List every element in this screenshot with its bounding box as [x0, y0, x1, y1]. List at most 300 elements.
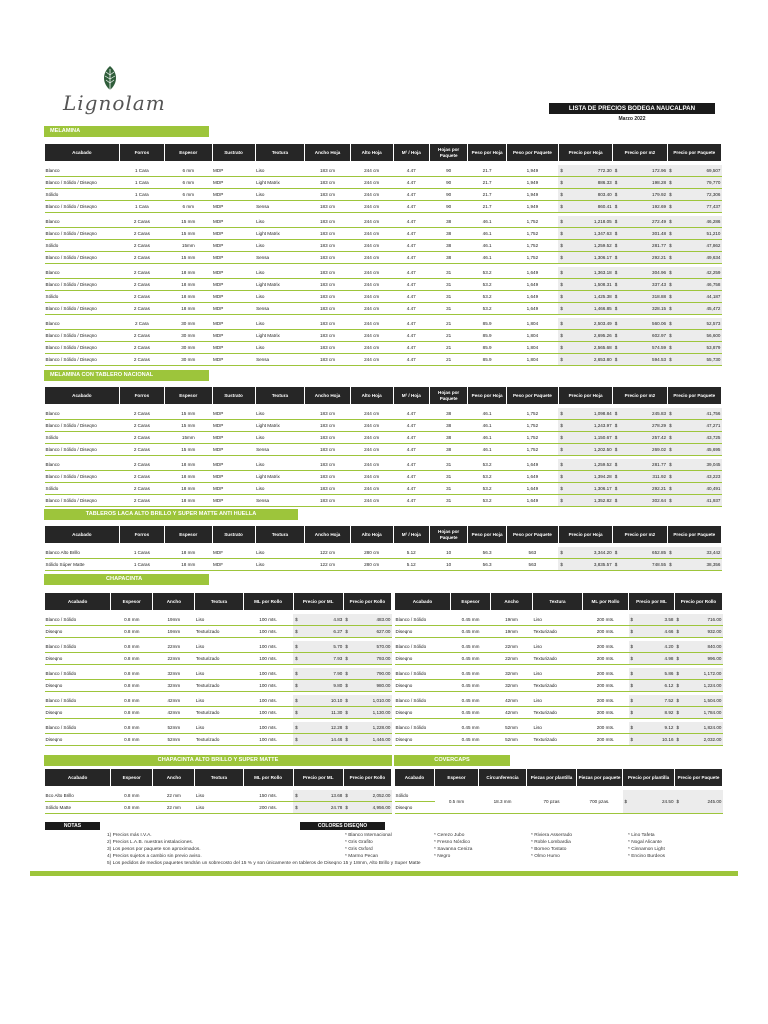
currency-sign: $ [630, 737, 634, 742]
currency-sign: $ [669, 204, 672, 209]
table-cell: 2 Caras [119, 330, 164, 342]
table-cell: 18 mm [165, 303, 213, 315]
table-cell [293, 695, 343, 707]
price-value: 1,394.28 [593, 474, 612, 479]
table-cell [343, 734, 391, 746]
table-cell: Texturizado [195, 680, 243, 692]
currency-sign: $ [676, 710, 680, 715]
table-cell [343, 802, 391, 814]
table-cell [667, 240, 721, 252]
table-cell: Blanco [45, 318, 120, 330]
table-row [45, 444, 722, 456]
table-cell: Diseqno [45, 626, 111, 638]
column-header: ML por Rollo [243, 769, 293, 787]
table-cell: 1,949 [506, 189, 558, 201]
currency-sign: $ [295, 698, 298, 703]
price-value: 278.29 [652, 423, 667, 428]
price-value: 2,653.80 [593, 357, 612, 362]
price-value: 1,228.00 [372, 725, 391, 730]
table-row [45, 680, 392, 692]
table-cell [629, 653, 675, 665]
table-cell: MDP [212, 228, 255, 240]
table-cell: 46.1 [468, 216, 506, 228]
table-row [45, 722, 392, 734]
column-header: Piezas por paquete [577, 769, 623, 787]
table-cell: 0.8 mm [111, 626, 153, 638]
table-cell [667, 483, 721, 495]
table-cell [613, 483, 667, 495]
table-cell [293, 626, 343, 638]
table-cell: Liso [533, 668, 583, 680]
column-header: Espesor [165, 387, 213, 405]
currency-sign: $ [560, 180, 563, 185]
table-cell: Blanco / Sólido / Diseqno [45, 252, 120, 264]
table-cell: 2 Caras [119, 342, 164, 354]
table-row [45, 653, 392, 665]
price-value: 1,466.85 [593, 306, 612, 311]
table-cell [293, 614, 343, 626]
table-cell: 0.45 mm [451, 734, 491, 746]
table-cell [558, 471, 612, 483]
table-cell: 42mm [491, 695, 533, 707]
table-cell: 244 cm [350, 420, 393, 432]
table-cell [667, 303, 721, 315]
table-cell [293, 653, 343, 665]
table-cell: 0.8 mm [111, 790, 153, 802]
table-cell: 22 mm [153, 802, 195, 814]
table-row [45, 291, 722, 303]
table-cell [667, 201, 721, 213]
table-cell: MDP [212, 240, 255, 252]
table-cell: Blanco / Sólido [45, 641, 111, 653]
table-cell: 244 cm [350, 252, 393, 264]
table-cell: 53.2 [468, 279, 506, 291]
table-cell: 4.47 [393, 291, 429, 303]
table-cell: 38 [429, 444, 467, 456]
table-cell: Blanco / Sólido [45, 668, 111, 680]
table-cell: 52mm [491, 734, 533, 746]
table-cell: 18 mm [165, 495, 213, 507]
column-header: Textura [533, 593, 583, 611]
table-cell [343, 641, 391, 653]
price-value: 13.68 [330, 793, 343, 798]
currency-sign: $ [630, 698, 634, 703]
column-header: Espesor [111, 769, 153, 787]
currency-sign: $ [669, 192, 672, 197]
melamina-table [44, 143, 722, 366]
table-cell [613, 165, 667, 177]
price-value: 328.15 [652, 306, 667, 311]
currency-sign: $ [295, 793, 298, 798]
price-value: 4.83 [333, 617, 343, 622]
table-cell: 46.1 [468, 408, 506, 420]
table-cell: 6 mm [165, 165, 213, 177]
table-cell: 100 mts. [243, 653, 293, 665]
color-item: * Gris Oxford [345, 847, 373, 852]
price-value: 51,210 [706, 231, 721, 236]
table-cell: 0.45 mm [451, 653, 491, 665]
table-cell: 0.8 mm [111, 695, 153, 707]
currency-sign: $ [614, 562, 618, 567]
table-cell: 4.47 [393, 303, 429, 315]
table-row [45, 177, 722, 189]
currency-sign: $ [614, 462, 618, 467]
table-cell: 18 mm [165, 459, 213, 471]
table-cell: 2 Caras [119, 444, 164, 456]
column-header: Precio por Paquete [667, 526, 721, 544]
price-value: 1,824.00 [703, 725, 722, 730]
table-cell: 22mm [153, 641, 195, 653]
price-value: 716.00 [707, 617, 722, 622]
column-header: Precio por ML [293, 593, 343, 611]
column-header: Acabado [45, 593, 111, 611]
table-cell: Liso [533, 722, 583, 734]
table-cell: 244 cm [350, 459, 393, 471]
column-header: Acabado [45, 387, 120, 405]
table-cell: 2 Caras [119, 267, 164, 279]
currency-sign: $ [560, 204, 563, 209]
currency-sign: $ [560, 333, 563, 338]
table-cell: Blanco [45, 408, 120, 420]
table-cell [613, 354, 667, 366]
table-cell: Blanco / Sólido / Diseqno [45, 177, 120, 189]
column-header: Precio por Hoja [558, 387, 612, 405]
chapacinta-left-table [44, 592, 392, 746]
table-cell: 5.12 [393, 559, 429, 571]
table-cell: MDP [212, 165, 255, 177]
color-item: * Cinnamon Light [628, 847, 665, 852]
currency-sign: $ [560, 486, 563, 491]
table-cell: 1,804 [506, 330, 558, 342]
column-header: Espesor [165, 144, 213, 162]
price-value: 3,344.20 [593, 550, 612, 555]
column-header: ML por Rollo [583, 593, 629, 611]
table-cell: 183 cm [305, 189, 350, 201]
table-cell: 2 Caras [119, 432, 164, 444]
table-cell: 2 Caras [119, 495, 164, 507]
table-cell [613, 267, 667, 279]
currency-sign: $ [669, 486, 672, 491]
price-value: 38,356 [706, 562, 721, 567]
currency-sign: $ [560, 550, 563, 555]
table-cell: MDP [212, 354, 255, 366]
table-cell: 1,649 [506, 267, 558, 279]
table-cell: 183 cm [305, 240, 350, 252]
table-row [45, 252, 722, 264]
table-cell: 244 cm [350, 330, 393, 342]
table-cell: Blanco / Sólido [395, 614, 451, 626]
currency-sign: $ [345, 629, 348, 634]
currency-sign: $ [345, 805, 348, 810]
price-value: 14.46 [330, 737, 343, 742]
table-cell: 46.1 [468, 240, 506, 252]
table-cell [667, 444, 721, 456]
table-cell: 31 [429, 303, 467, 315]
table-cell [667, 342, 721, 354]
table-cell: 244 cm [350, 495, 393, 507]
table-cell: 4.47 [393, 252, 429, 264]
table-cell [675, 707, 723, 719]
price-value: 1,306.17 [593, 255, 612, 260]
table-cell: Blanco / Sólido / Diseqno [45, 303, 120, 315]
column-header: Peso por Paquete [506, 387, 558, 405]
currency-sign: $ [630, 671, 634, 676]
currency-sign: $ [345, 656, 348, 661]
price-value: 3.58 [664, 617, 674, 622]
table-cell: 4.47 [393, 342, 429, 354]
table-cell: 183 cm [305, 342, 350, 354]
price-value: 1,224.00 [703, 683, 722, 688]
table-cell: 244 cm [350, 165, 393, 177]
price-value: 652.85 [652, 550, 667, 555]
column-header: Alto Hoja [350, 387, 393, 405]
table-row [395, 722, 723, 734]
currency-sign: $ [614, 180, 618, 185]
table-cell: Blanco / Sólido [395, 641, 451, 653]
currency-sign: $ [614, 192, 618, 197]
table-cell: 200 mts. [583, 722, 629, 734]
column-header: Precio por m2 [613, 144, 667, 162]
currency-sign: $ [624, 799, 628, 804]
column-header: Hojas por Paquete [429, 144, 467, 162]
table-cell: Sólido [45, 432, 120, 444]
table-row [45, 216, 722, 228]
table-cell [558, 318, 612, 330]
currency-sign: $ [295, 805, 298, 810]
table-cell: Light Matrix [255, 471, 305, 483]
melamina-tablero-table [44, 386, 722, 507]
table-row [45, 165, 722, 177]
table-cell: 15mm [165, 432, 213, 444]
table-cell: 0.8 mm [111, 707, 153, 719]
table-cell: 42mm [153, 695, 195, 707]
table-cell: 0.45 mm [451, 614, 491, 626]
table-cell: 19mm [153, 614, 195, 626]
table-cell: 32mm [153, 668, 195, 680]
table-row [45, 354, 722, 366]
table-cell: Liso [255, 291, 305, 303]
currency-sign: $ [560, 462, 563, 467]
table-cell: 15mm [165, 240, 213, 252]
table-cell: 1,804 [506, 342, 558, 354]
price-value: 11.30 [331, 710, 343, 715]
currency-sign: $ [669, 357, 672, 362]
currency-sign: $ [614, 168, 618, 173]
table-cell: 53.2 [468, 303, 506, 315]
table-cell: 1 Cara [119, 201, 164, 213]
table-cell: 4.47 [393, 216, 429, 228]
price-value: 49,634 [706, 255, 721, 260]
table-cell [558, 177, 612, 189]
table-cell: MDP [212, 330, 255, 342]
table-cell: 56.3 [468, 547, 506, 559]
table-cell [558, 252, 612, 264]
table-cell [558, 432, 612, 444]
table-cell: 100 mts. [243, 734, 293, 746]
currency-sign: $ [345, 683, 348, 688]
table-cell: 183 cm [305, 177, 350, 189]
column-header: Precio por Hoja [558, 144, 612, 162]
table-cell [613, 303, 667, 315]
table-cell: 244 cm [350, 471, 393, 483]
table-cell: 1,752 [506, 216, 558, 228]
colors-title: COLORES DISEQNO [300, 822, 385, 830]
table-cell: Blanco [45, 267, 120, 279]
table-cell [558, 267, 612, 279]
note-item: 1) Precios más I.V.A. [107, 833, 152, 838]
currency-sign: $ [295, 683, 298, 688]
table-cell: Liso [255, 342, 305, 354]
table-cell: 30 mm [165, 318, 213, 330]
currency-sign: $ [560, 270, 563, 275]
table-cell [613, 459, 667, 471]
table-cell: 100 mts. [243, 626, 293, 638]
table-cell [675, 614, 723, 626]
table-cell: MDP [212, 201, 255, 213]
table-cell: Blanco / Sólido / Diseqno [45, 279, 120, 291]
price-value: 337.43 [652, 282, 667, 287]
column-header: Precio por Paquete [675, 769, 723, 787]
price-value: 793.00 [376, 656, 391, 661]
table-cell: Diseqno [45, 707, 111, 719]
section-laca: TABLEROS LACA ALTO BRILLO Y SUPER MATTE ANTI HUELLA [44, 509, 298, 520]
column-header: Textura [255, 526, 305, 544]
table-cell: Liso [195, 722, 243, 734]
table-cell: Sólido Matte [45, 802, 111, 814]
table-cell: 183 cm [305, 303, 350, 315]
table-cell: 6 mm [165, 177, 213, 189]
color-item: * Riviera Asserrado [531, 833, 573, 838]
table-cell [558, 408, 612, 420]
price-value: 1,202.50 [593, 447, 612, 452]
table-cell [629, 626, 675, 638]
table-cell: 42mm [491, 707, 533, 719]
table-cell [667, 547, 721, 559]
table-cell [667, 189, 721, 201]
column-header: Sustrato [212, 144, 255, 162]
table-cell: 6 mm [165, 189, 213, 201]
price-value: 1,347.63 [593, 231, 612, 236]
table-cell: 1 Caras [119, 547, 164, 559]
table-cell: 31 [429, 459, 467, 471]
price-value: 24.50 [662, 799, 674, 804]
table-cell: Liso [255, 408, 305, 420]
table-cell: 56.3 [468, 559, 506, 571]
table-cell: 1 Cara [119, 177, 164, 189]
price-value: 257.42 [652, 435, 667, 440]
table-cell: 15 mm [165, 420, 213, 432]
price-value: 4.98 [664, 656, 674, 661]
column-header: Espesor [435, 769, 479, 787]
table-cell: 4.47 [393, 279, 429, 291]
table-cell: 19mm [491, 614, 533, 626]
price-value: 1,504.00 [703, 698, 722, 703]
currency-sign: $ [614, 255, 618, 260]
table-cell: Blanco / Sólido / Diseqno [45, 495, 120, 507]
header-row [45, 144, 722, 162]
table-row [45, 790, 392, 802]
currency-sign: $ [560, 423, 563, 428]
table-cell: MDP [212, 342, 255, 354]
price-value: 292.21 [652, 486, 667, 491]
table-cell: Liso [255, 267, 305, 279]
table-cell: MDP [212, 267, 255, 279]
column-header: Hojas por Paquete [429, 387, 467, 405]
price-value: 318.88 [652, 294, 667, 299]
table-cell: 21.7 [468, 177, 506, 189]
price-value: 1,363.18 [593, 270, 612, 275]
currency-sign: $ [676, 671, 680, 676]
price-value: 483.00 [376, 617, 391, 622]
table-cell [675, 722, 723, 734]
currency-sign: $ [614, 294, 618, 299]
price-value: 1,784.00 [703, 710, 722, 715]
table-cell [667, 459, 721, 471]
table-cell: 2 Caras [119, 216, 164, 228]
table-cell: 200 mts. [243, 802, 293, 814]
table-cell: 42mm [153, 707, 195, 719]
price-value: 55,730 [706, 357, 721, 362]
table-cell: 2 Caras [119, 459, 164, 471]
table-cell: Sensa [255, 495, 305, 507]
price-value: 1,259.52 [593, 243, 612, 248]
column-header: Ancho [153, 593, 195, 611]
currency-sign: $ [669, 168, 672, 173]
table-cell: Liso [255, 240, 305, 252]
table-row [395, 641, 723, 653]
table-cell: 2 Caras [119, 240, 164, 252]
price-value: 627.00 [376, 629, 391, 634]
price-value: 574.59 [652, 345, 667, 350]
table-row [45, 802, 392, 814]
column-header: Peso por Paquete [506, 144, 558, 162]
column-header: Acabado [45, 144, 120, 162]
price-value: 245.83 [652, 411, 667, 416]
table-cell: Blanco / Sólido [395, 668, 451, 680]
table-cell [667, 216, 721, 228]
table-cell: Light Matrix [255, 177, 305, 189]
table-cell: 38 [429, 216, 467, 228]
chapacinta-right-table [394, 592, 723, 746]
column-header: Acabado [45, 769, 111, 787]
currency-sign: $ [560, 435, 563, 440]
header-row [395, 593, 723, 611]
table-cell: MDP [212, 177, 255, 189]
section-melamina: MELAMINA [44, 126, 209, 137]
table-cell: 85.9 [468, 330, 506, 342]
table-cell: 1,804 [506, 318, 558, 330]
table-cell [613, 342, 667, 354]
table-cell: 53.2 [468, 291, 506, 303]
table-cell: 100 mts. [243, 695, 293, 707]
table-row [45, 342, 722, 354]
price-value: 2,695.26 [593, 333, 612, 338]
table-row [45, 420, 722, 432]
price-value: 1,218.05 [593, 219, 612, 224]
currency-sign: $ [630, 617, 634, 622]
table-cell: 0.5 mm [435, 790, 479, 814]
price-value: 602.97 [652, 333, 667, 338]
table-cell [343, 707, 391, 719]
table-cell [558, 165, 612, 177]
table-cell: Liso [195, 614, 243, 626]
table-cell: 244 cm [350, 483, 393, 495]
table-cell: 200 mts. [583, 680, 629, 692]
table-cell: 1 Cara [119, 189, 164, 201]
table-cell: Diseqno [395, 653, 451, 665]
table-cell [613, 201, 667, 213]
table-cell: Liso [255, 547, 305, 559]
